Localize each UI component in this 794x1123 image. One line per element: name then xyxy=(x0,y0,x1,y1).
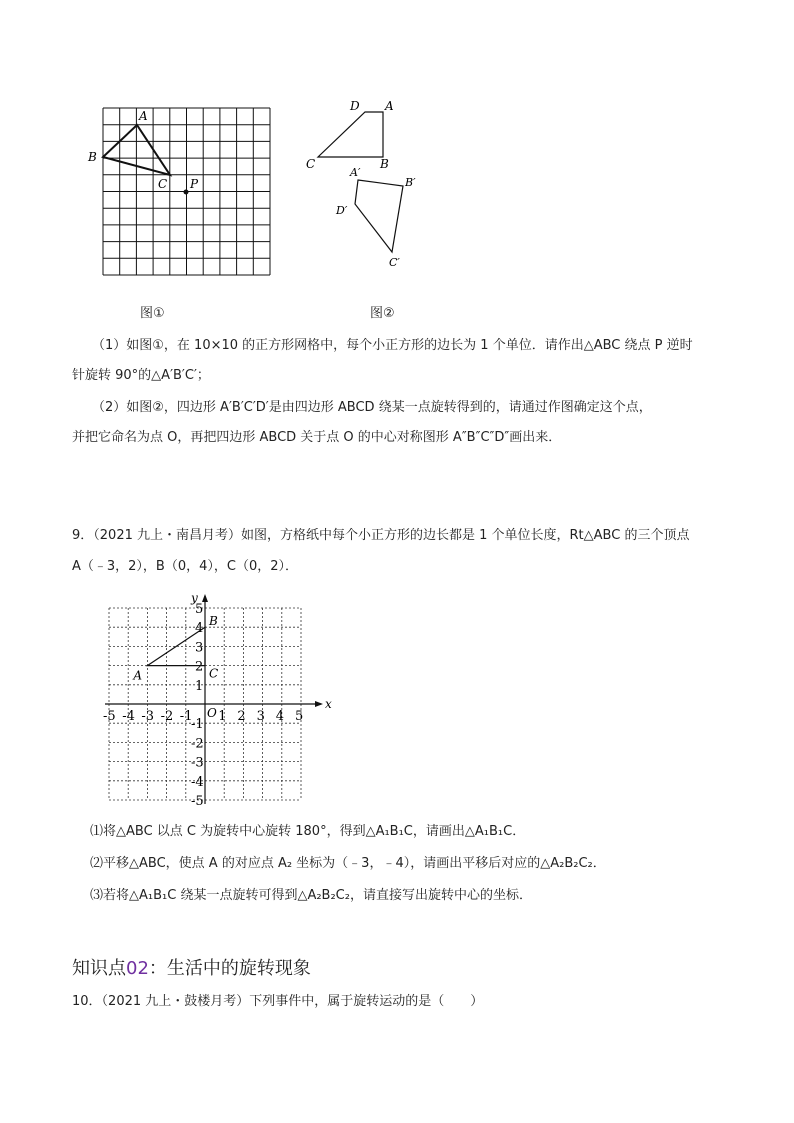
label-d: D xyxy=(350,99,360,113)
y-tick-label: -5 xyxy=(191,794,204,809)
y-tick-label: 3 xyxy=(195,640,204,656)
y-tick-label: 1 xyxy=(195,678,204,694)
point-label-a: A xyxy=(133,668,143,683)
q9-sub1: ⑴将△ABC 以点 C 为旋转中心旋转 180°，得到△A₁B₁C，请画出△A₁B₁C． xyxy=(90,824,526,839)
x-tick-label: 5 xyxy=(295,709,304,724)
label-b: B xyxy=(88,150,97,164)
y-axis-arrow xyxy=(202,594,208,602)
label-c: C xyxy=(306,157,316,171)
point-p xyxy=(184,190,189,195)
label-c-prime: C′ xyxy=(389,256,400,269)
label-d-prime: D′ xyxy=(336,204,348,217)
q10-line1: 10．（2021 九上・鼓楼月考）下列事件中，属于旋转运动的是（ ） xyxy=(72,994,484,1009)
quadrilateral-a1b1c1d1 xyxy=(355,180,403,252)
q8-part1-line2: 针旋转 90°的△A′B′C′； xyxy=(72,368,210,383)
y-tick-label: 4 xyxy=(195,621,204,637)
label-b-prime: B′ xyxy=(405,176,416,189)
y-tick-label: 2 xyxy=(195,659,204,675)
q8-part1-line1: （1）如图①，在 10×10 的正方形网格中，每个小正方形的边长为 1 个单位．请作出△ABC 绕点 P 逆时 xyxy=(92,338,693,353)
x-tick-label: 4 xyxy=(275,709,285,724)
point-label-b: B xyxy=(209,614,218,629)
q8-part2-line1: （2）如图②，四边形 A′B′C′D′是由四边形 ABCD 绕某一点旋转得到的，请通过作图确定这个点， xyxy=(92,400,652,415)
figure-2 xyxy=(300,92,430,272)
x-tick-label: -4 xyxy=(122,709,135,724)
label-a: A xyxy=(385,99,394,113)
coordinate-plane xyxy=(90,586,330,808)
x-axis-label: x xyxy=(325,697,332,711)
origin-label: O xyxy=(207,706,217,720)
x-tick-label: -2 xyxy=(160,709,174,724)
y-tick-label: -4 xyxy=(191,774,204,790)
y-tick-label: -1 xyxy=(191,717,204,733)
quadrilateral-abcd xyxy=(318,112,383,157)
label-a-prime: A′ xyxy=(350,166,361,179)
q9-sub3: ⑶若将△A₁B₁C 绕某一点旋转可得到△A₂B₂C₂，请直接写出旋转中心的坐标． xyxy=(90,888,532,903)
label-a: A xyxy=(139,109,148,123)
y-tick-label: 5 xyxy=(195,602,204,617)
label-c: C xyxy=(158,177,168,191)
q9-sub2: ⑵平移△ABC，使点 A 的对应点 A₂ 坐标为（﹣3，﹣4），请画出平移后对应的△A₂B₂C₂． xyxy=(90,856,606,871)
x-tick-label: -1 xyxy=(179,709,193,724)
x-tick-label: 2 xyxy=(237,709,246,724)
x-axis-arrow xyxy=(315,701,323,707)
figure-2-caption: 图② xyxy=(370,306,395,321)
q8-part2-line2: 并把它命名为点 O，再把四边形 ABCD 关于点 O 的中心对称图形 A″B″C″D″画出来． xyxy=(72,430,562,445)
y-tick-label: -2 xyxy=(191,736,204,752)
y-axis-label: y xyxy=(191,591,198,605)
label-b: B xyxy=(380,157,389,171)
section-prefix: 知识点 xyxy=(72,958,126,979)
x-tick-label: 1 xyxy=(218,709,227,724)
figure-1-grid xyxy=(80,100,280,280)
x-tick-label: -3 xyxy=(141,709,155,724)
point-label-c: C xyxy=(209,666,219,681)
label-p: P xyxy=(190,177,199,191)
x-tick-label: 3 xyxy=(256,709,265,724)
section-number: 02 xyxy=(126,958,149,979)
q9-line1: 9．（2021 九上・南昌月考）如图，方格纸中每个小正方形的边长都是 1 个单位长度，Rt△ABC 的三个顶点 xyxy=(72,528,690,543)
section-title: ：生活中的旋转现象 xyxy=(148,958,311,979)
y-tick-label: -3 xyxy=(191,755,204,771)
x-tick-label: -5 xyxy=(103,709,116,724)
section-heading xyxy=(72,954,311,980)
q9-line2: A（﹣3，2），B（0，4），C（0，2）． xyxy=(72,559,299,574)
figure-1-caption: 图① xyxy=(140,306,165,321)
